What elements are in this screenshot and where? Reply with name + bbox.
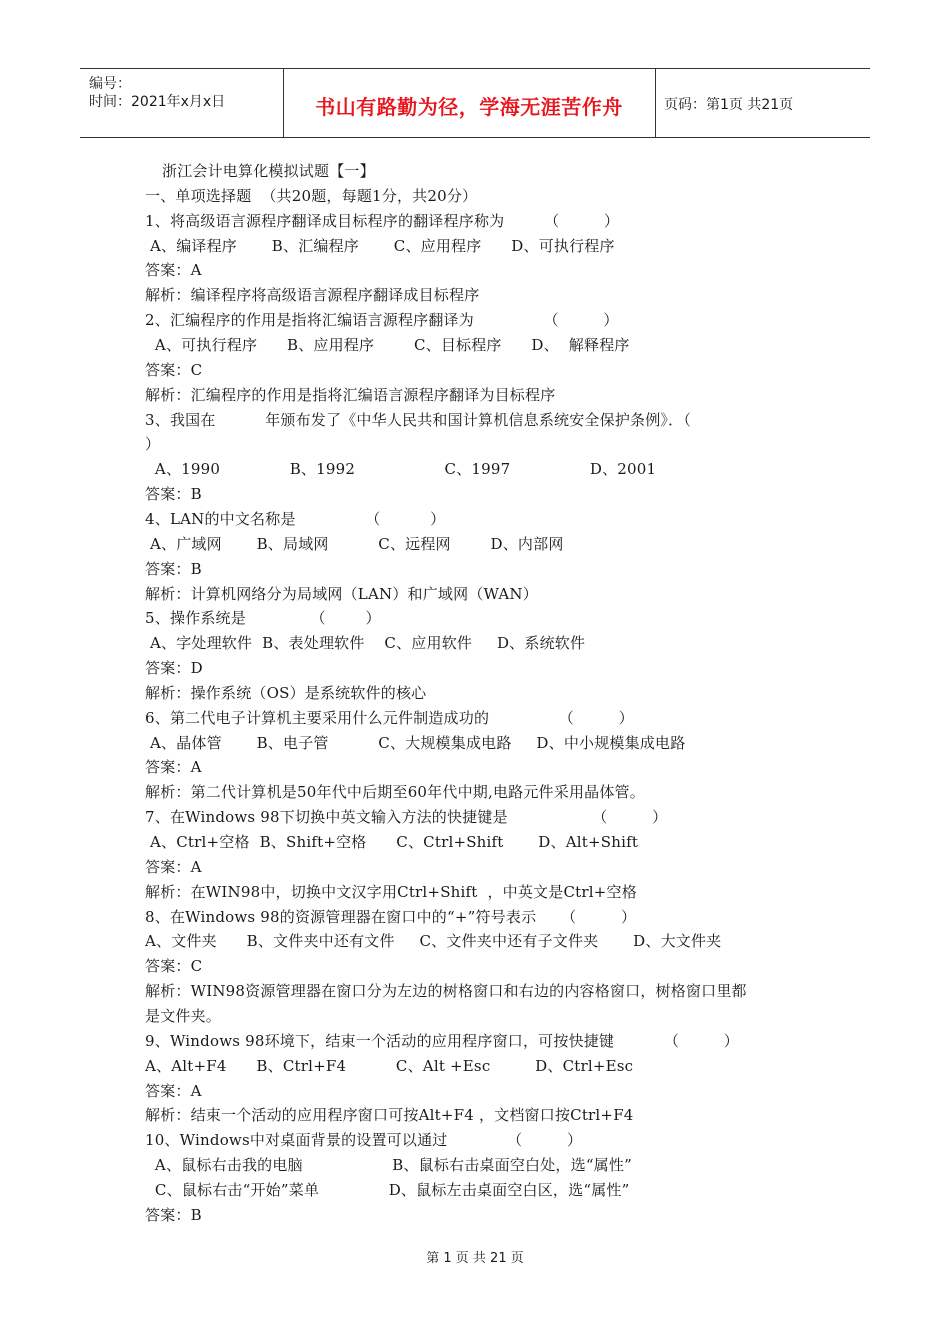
text-line: A、鼠标右击我的电脑 B、鼠标右击桌面空白处，选“属性”: [145, 1156, 632, 1174]
time-label: 时间：2021年x月x日: [89, 94, 226, 110]
text-line: 是文件夹。: [145, 1006, 222, 1025]
text-line: 一、单项选择题 （共20题，每题1分，共20分）: [145, 186, 478, 205]
text-line: A、Alt+F4 B、Ctrl+F4 C、Alt +Esc D、Ctrl+Esc: [145, 1056, 634, 1075]
text-line: A、广域网 B、局域网 C、远程网 D、内部网: [145, 534, 564, 553]
text-line: A、可执行程序 B、应用程序 C、目标程序 D、 解释程序: [145, 336, 630, 354]
text-line: 解析：WIN98资源管理器在窗口分为左边的树格窗口和右边的内容格窗口，树格窗口里都: [145, 982, 747, 1001]
text-line: 答案：B: [145, 559, 202, 578]
text-line: 答案：A: [145, 261, 202, 280]
text-line: 答案：A: [145, 758, 202, 777]
text-line: 答案：C: [145, 360, 203, 379]
text-line: 答案：A: [145, 1081, 202, 1100]
header-page-cell: [655, 69, 870, 137]
text-line: 答案：D: [145, 659, 203, 677]
text-line: 6、第二代电子计算机主要采用什么元件制造成功的 （ ）: [145, 708, 634, 727]
text-line: 答案：C: [145, 957, 203, 976]
text-line: A、1990 B、1992 C、1997 D、2001: [145, 460, 657, 479]
text-line: A、文件夹 B、文件夹中还有文件 C、文件夹中还有子文件夹 D、大文件夹: [145, 932, 722, 951]
text-line: 解析：汇编程序的作用是指将汇编语言源程序翻译为目标程序: [145, 385, 556, 404]
text-line: ）: [145, 435, 161, 454]
text-line: 9、Windows 98环境下，结束一个活动的应用程序窗口，可按快捷键 （ ）: [145, 1031, 739, 1050]
text-line: A、晶体管 B、电子管 C、大规模集成电路 D、中小规模集成电路: [145, 733, 686, 752]
text-line: A、字处理软件 B、表处理软件 C、应用软件 D、系统软件: [145, 634, 586, 653]
text-line: 10、Windows中对桌面背景的设置可以通过 （ ）: [145, 1131, 583, 1150]
text-line: 1、将高级语言源程序翻译成目标程序的翻译程序称为 （ ）: [145, 211, 620, 230]
text-line: 2、汇编程序的作用是指将汇编语言源程序翻译为 （ ）: [145, 311, 619, 330]
page-header: [80, 68, 870, 138]
text-line: 解析：计算机网络分为局域网（LAN）和广域网（WAN）: [145, 584, 538, 603]
text-line: 解析：编译程序将高级语言源程序翻译成目标程序: [145, 286, 480, 305]
text-line: A、编译程序 B、汇编程序 C、应用程序 D、可执行程序: [145, 236, 615, 255]
text-line: 3、我国在 年颁布发了《中华人民共和国计算机信息系统安全保护条例》．（: [145, 410, 692, 429]
text-line: 解析：第二代计算机是50年代中后期至60年代中期,电路元件采用晶体管。: [145, 783, 645, 802]
text-line: A、Ctrl+空格 B、Shift+空格 C、Ctrl+Shift D、Alt+Shift: [145, 833, 639, 851]
header-motto-cell: [283, 69, 656, 137]
text-line: 7、在Windows 98下切换中英文输入方法的快捷键是 （ ）: [145, 808, 668, 827]
page-footer: 第 1 页 共 21 页: [426, 1251, 524, 1266]
text-line: 解析：操作系统（OS）是系统软件的核心: [145, 683, 427, 702]
motto: 书山有路勤为径，学海无涯苦作舟: [315, 95, 623, 119]
text-line: 8、在Windows 98的资源管理器在窗口中的“+”符号表示 （ ）: [145, 907, 637, 926]
text-line: 答案：A: [145, 857, 202, 876]
page-info: 页码：第1页 共21页: [664, 97, 794, 113]
text-line: 4、LAN的中文名称是 （ ）: [145, 509, 446, 528]
number-label: 编号：: [89, 76, 131, 92]
text-line: 解析：在WIN98中，切换中文汉字用Ctrl+Shift ，中英文是Ctrl+空格: [145, 882, 637, 901]
text-line: 答案：B: [145, 485, 202, 504]
document-title: 浙江会计电算化模拟试题【一】: [162, 162, 375, 180]
header-meta: [80, 69, 284, 137]
text-line: 解析：结束一个活动的应用程序窗口可按Alt+F4 ，文档窗口按Ctrl+F4: [145, 1106, 634, 1125]
text-line: 答案：B: [145, 1205, 202, 1224]
text-line: 5、操作系统是 （ ）: [145, 609, 381, 628]
text-line: C、鼠标右击“开始”菜单 D、鼠标左击桌面空白区，选“属性”: [145, 1180, 630, 1199]
